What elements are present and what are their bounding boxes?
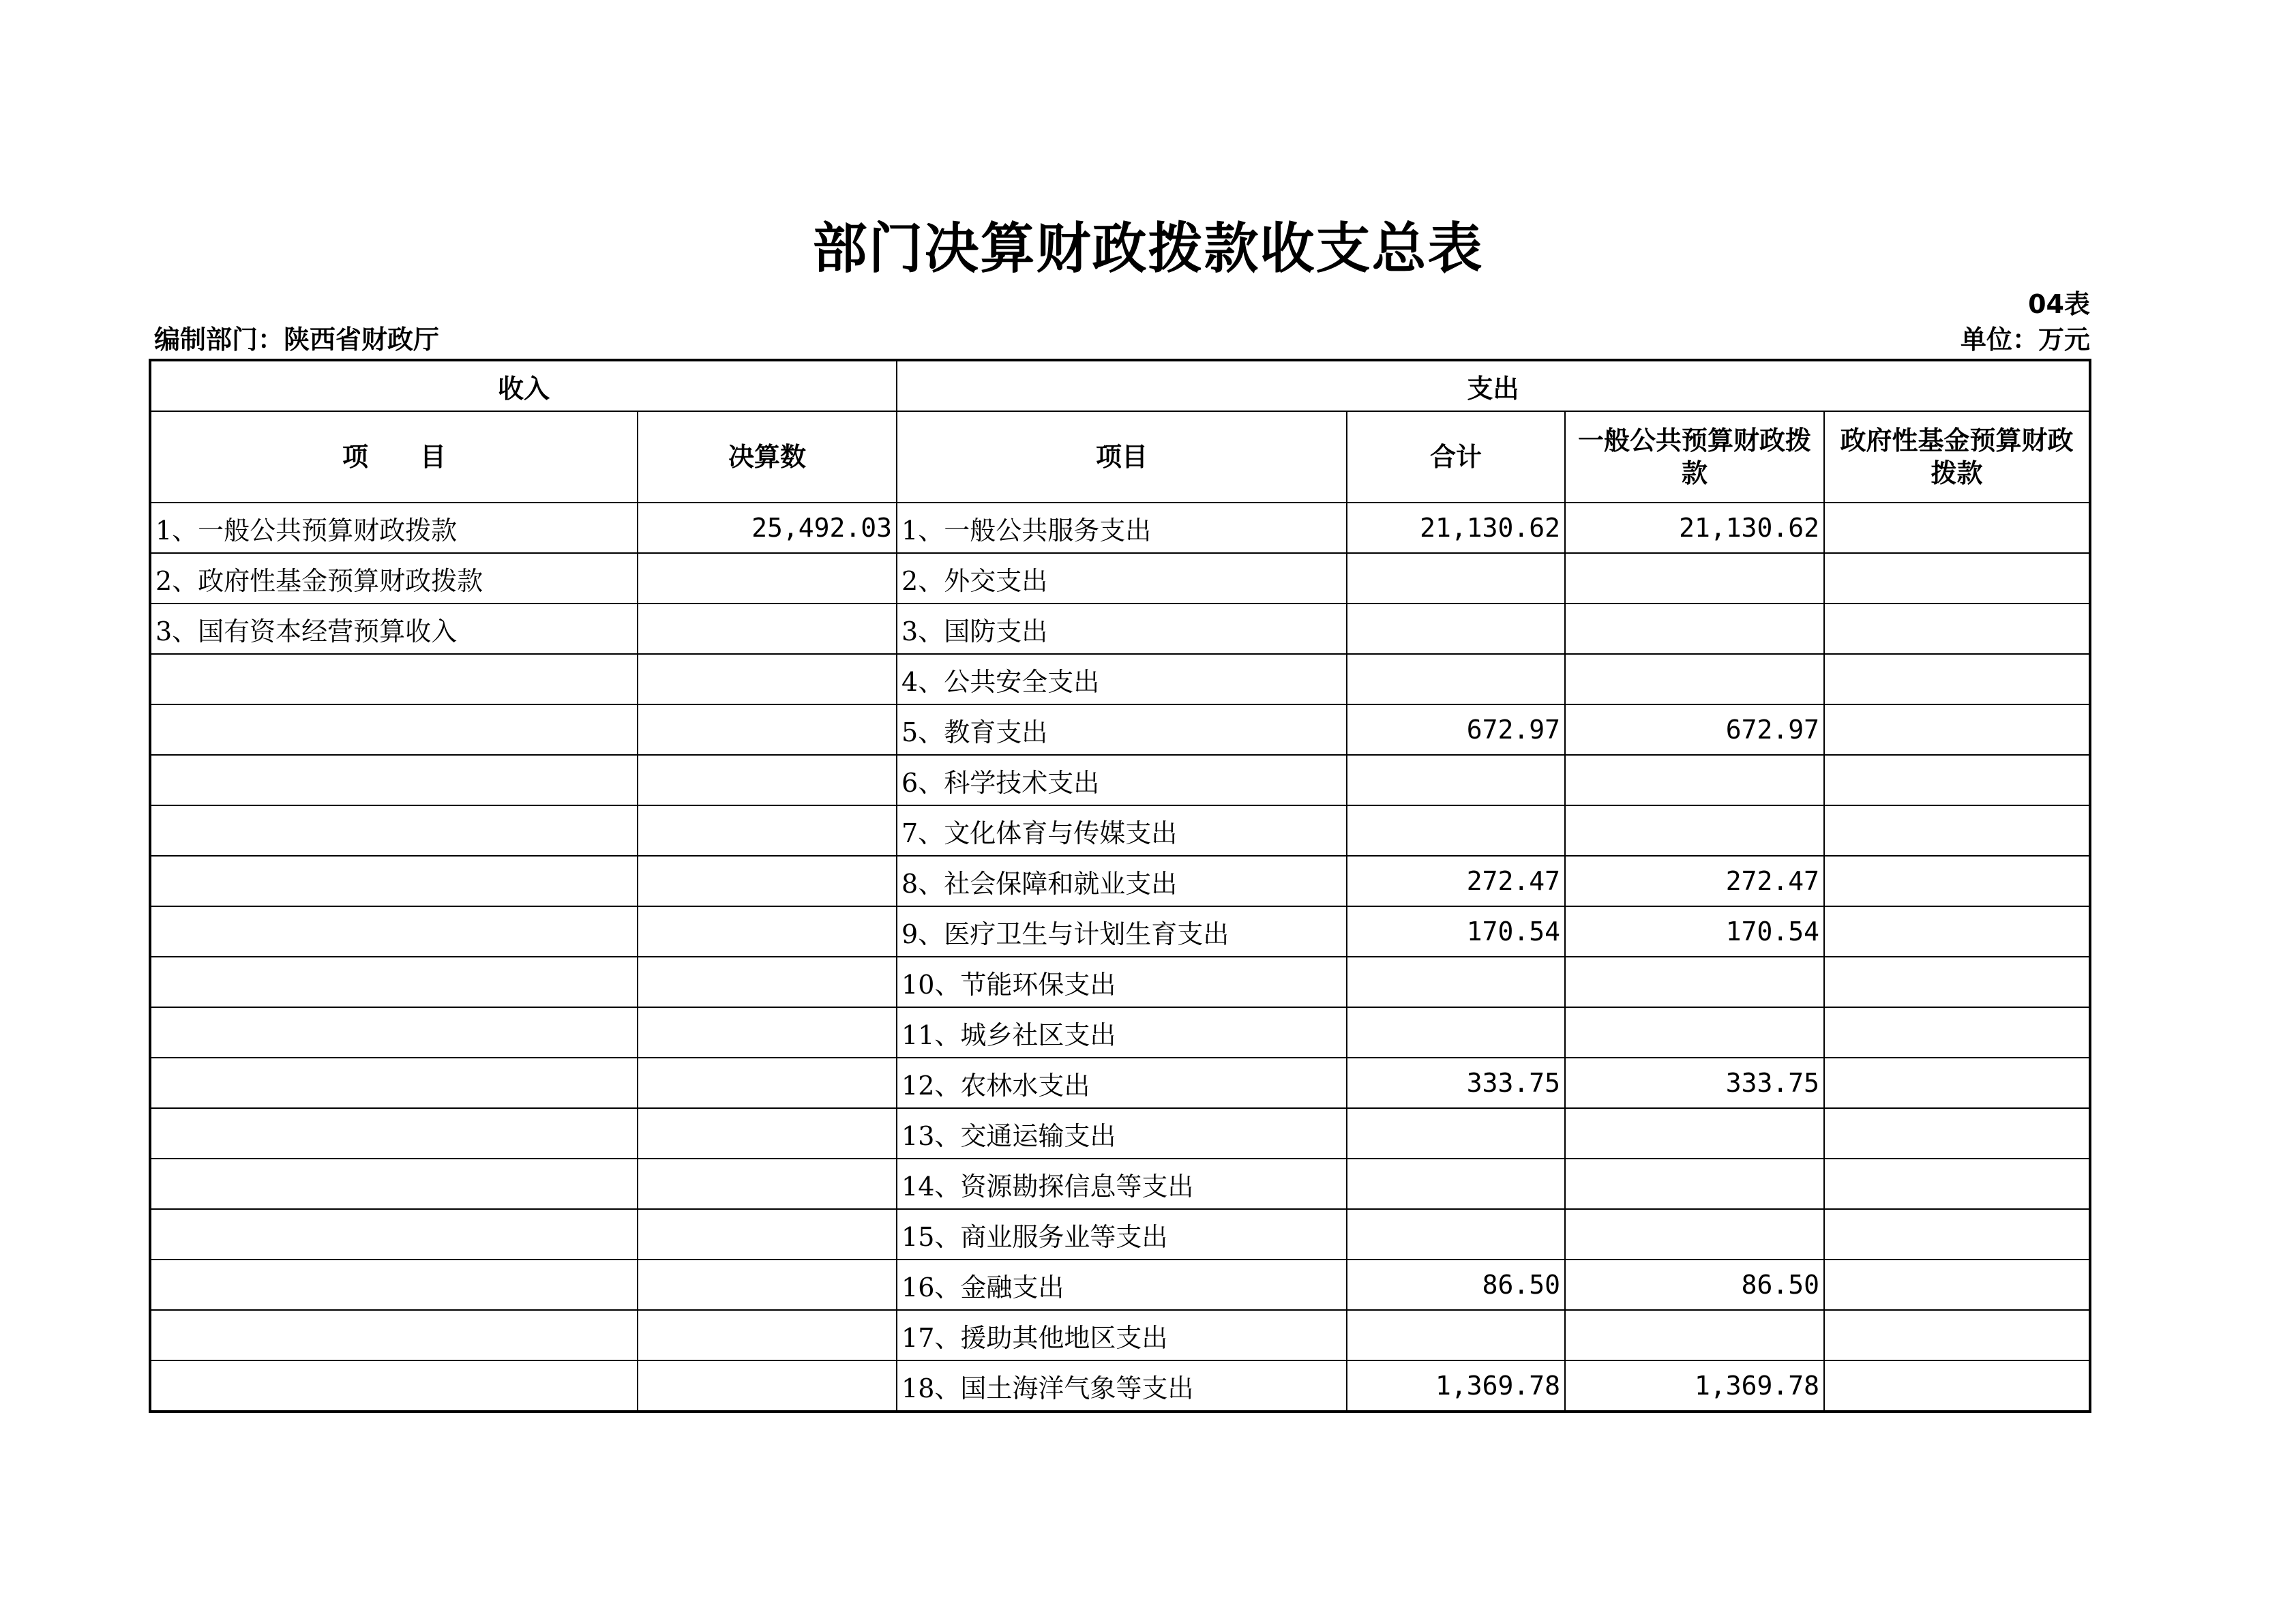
general-budget-cell: 272.47 bbox=[1565, 856, 1824, 906]
income-amount-cell bbox=[638, 1159, 897, 1209]
total-cell: 1,369.78 bbox=[1347, 1360, 1565, 1412]
group-header-row bbox=[150, 360, 2090, 411]
income-amount-cell bbox=[638, 856, 897, 906]
expense-item-cell: 15、商业服务业等支出 bbox=[897, 1209, 1347, 1260]
income-item-cell bbox=[150, 957, 638, 1007]
income-item-cell bbox=[150, 1310, 638, 1360]
expense-item-cell: 5、教育支出 bbox=[897, 704, 1347, 755]
table-row bbox=[150, 704, 2090, 755]
expense-item-cell: 9、医疗卫生与计划生育支出 bbox=[897, 906, 1347, 957]
expense-item-cell: 12、农林水支出 bbox=[897, 1058, 1347, 1108]
expense-item-cell: 16、金融支出 bbox=[897, 1260, 1347, 1310]
income-item-cell: 2、政府性基金预算财政拨款 bbox=[150, 553, 638, 604]
total-cell bbox=[1347, 1209, 1565, 1260]
expense-item-cell: 2、外交支出 bbox=[897, 553, 1347, 604]
table-row bbox=[150, 1260, 2090, 1310]
income-item-header: 项 目 bbox=[150, 411, 638, 503]
fund-budget-cell bbox=[1824, 755, 2090, 805]
income-amount-header: 决算数 bbox=[638, 411, 897, 503]
expense-item-cell: 17、援助其他地区支出 bbox=[897, 1310, 1347, 1360]
expense-item-cell: 8、社会保障和就业支出 bbox=[897, 856, 1347, 906]
fund-budget-cell bbox=[1824, 604, 2090, 654]
fund-budget-cell bbox=[1824, 553, 2090, 604]
table-row bbox=[150, 503, 2090, 553]
expense-item-cell: 7、文化体育与传媒支出 bbox=[897, 805, 1347, 856]
table-row bbox=[150, 553, 2090, 604]
general-budget-cell bbox=[1565, 805, 1824, 856]
fund-budget-cell bbox=[1824, 1209, 2090, 1260]
total-cell: 272.47 bbox=[1347, 856, 1565, 906]
total-cell bbox=[1347, 1159, 1565, 1209]
total-cell bbox=[1347, 957, 1565, 1007]
column-header-row bbox=[150, 411, 2090, 503]
expense-item-cell: 4、公共安全支出 bbox=[897, 654, 1347, 704]
general-budget-cell bbox=[1565, 1007, 1824, 1058]
expense-item-cell: 13、交通运输支出 bbox=[897, 1108, 1347, 1159]
total-cell bbox=[1347, 755, 1565, 805]
income-amount-cell bbox=[638, 1007, 897, 1058]
department-label: 编制部门：陕西省财政厅 bbox=[154, 325, 440, 355]
income-item-cell bbox=[150, 654, 638, 704]
table-row bbox=[150, 1310, 2090, 1360]
fund-budget-cell bbox=[1824, 1007, 2090, 1058]
income-amount-cell bbox=[638, 553, 897, 604]
total-cell: 333.75 bbox=[1347, 1058, 1565, 1108]
income-amount-cell bbox=[638, 704, 897, 755]
page-title: 部门决算财政拨款收支总表 bbox=[812, 217, 1484, 280]
table-row bbox=[150, 805, 2090, 856]
fund-budget-cell bbox=[1824, 654, 2090, 704]
income-item-cell bbox=[150, 1058, 638, 1108]
fund-budget-cell bbox=[1824, 1360, 2090, 1412]
general-budget-cell bbox=[1565, 1209, 1824, 1260]
income-amount-cell bbox=[638, 1310, 897, 1360]
expense-item-cell: 10、节能环保支出 bbox=[897, 957, 1347, 1007]
expense-item-cell: 1、一般公共服务支出 bbox=[897, 503, 1347, 553]
income-amount-cell bbox=[638, 1360, 897, 1412]
general-budget-cell bbox=[1565, 957, 1824, 1007]
fund-budget-cell bbox=[1824, 805, 2090, 856]
income-amount-cell bbox=[638, 654, 897, 704]
table-row bbox=[150, 957, 2090, 1007]
table-row bbox=[150, 1159, 2090, 1209]
expense-item-header: 项目 bbox=[897, 411, 1347, 503]
general-budget-cell bbox=[1565, 553, 1824, 604]
total-cell bbox=[1347, 654, 1565, 704]
form-number: 04表 bbox=[2028, 289, 2090, 319]
total-cell: 86.50 bbox=[1347, 1260, 1565, 1310]
general-budget-cell: 21,130.62 bbox=[1565, 503, 1824, 553]
table-body bbox=[150, 503, 2090, 1412]
income-amount-cell bbox=[638, 906, 897, 957]
total-cell bbox=[1347, 805, 1565, 856]
table-row bbox=[150, 654, 2090, 704]
fund-budget-cell bbox=[1824, 1260, 2090, 1310]
expense-group-header: 支出 bbox=[897, 360, 2090, 411]
income-item-cell bbox=[150, 755, 638, 805]
expense-item-cell: 6、科学技术支出 bbox=[897, 755, 1347, 805]
general-budget-cell bbox=[1565, 604, 1824, 654]
income-item-cell bbox=[150, 906, 638, 957]
table-row bbox=[150, 1108, 2090, 1159]
general-budget-cell bbox=[1565, 1310, 1824, 1360]
total-cell bbox=[1347, 1310, 1565, 1360]
income-amount-cell bbox=[638, 755, 897, 805]
income-amount-cell bbox=[638, 1108, 897, 1159]
total-cell: 170.54 bbox=[1347, 906, 1565, 957]
table-row bbox=[150, 1209, 2090, 1260]
income-amount-cell bbox=[638, 604, 897, 654]
table-row bbox=[150, 1058, 2090, 1108]
general-budget-header: 一般公共预算财政拨款 bbox=[1565, 411, 1824, 503]
income-item-cell bbox=[150, 856, 638, 906]
income-item-cell bbox=[150, 1159, 638, 1209]
general-budget-cell: 170.54 bbox=[1565, 906, 1824, 957]
income-amount-cell: 25,492.03 bbox=[638, 503, 897, 553]
general-budget-cell bbox=[1565, 755, 1824, 805]
total-cell: 672.97 bbox=[1347, 704, 1565, 755]
expense-item-cell: 14、资源勘探信息等支出 bbox=[897, 1159, 1347, 1209]
income-amount-cell bbox=[638, 957, 897, 1007]
income-item-cell bbox=[150, 1007, 638, 1058]
table-row bbox=[150, 856, 2090, 906]
fund-budget-cell bbox=[1824, 906, 2090, 957]
expense-item-cell: 18、国土海洋气象等支出 bbox=[897, 1360, 1347, 1412]
fund-budget-cell bbox=[1824, 957, 2090, 1007]
income-item-cell bbox=[150, 704, 638, 755]
income-amount-cell bbox=[638, 1260, 897, 1310]
total-cell bbox=[1347, 1007, 1565, 1058]
income-amount-cell bbox=[638, 1058, 897, 1108]
general-budget-cell: 1,369.78 bbox=[1565, 1360, 1824, 1412]
income-item-cell bbox=[150, 1260, 638, 1310]
general-budget-cell bbox=[1565, 654, 1824, 704]
general-budget-cell: 86.50 bbox=[1565, 1260, 1824, 1310]
unit-label: 单位：万元 bbox=[1960, 325, 2090, 355]
income-group-header: 收入 bbox=[150, 360, 897, 411]
total-cell bbox=[1347, 604, 1565, 654]
income-item-cell bbox=[150, 1360, 638, 1412]
income-item-cell: 3、国有资本经营预算收入 bbox=[150, 604, 638, 654]
fund-budget-cell bbox=[1824, 1159, 2090, 1209]
total-cell: 21,130.62 bbox=[1347, 503, 1565, 553]
general-budget-cell: 672.97 bbox=[1565, 704, 1824, 755]
general-budget-cell bbox=[1565, 1159, 1824, 1209]
income-amount-cell bbox=[638, 1209, 897, 1260]
expense-item-cell: 11、城乡社区支出 bbox=[897, 1007, 1347, 1058]
fund-budget-header: 政府性基金预算财政拨款 bbox=[1824, 411, 2090, 503]
table-row bbox=[150, 755, 2090, 805]
total-header: 合计 bbox=[1347, 411, 1565, 503]
general-budget-cell bbox=[1565, 1108, 1824, 1159]
total-cell bbox=[1347, 1108, 1565, 1159]
table-row bbox=[150, 604, 2090, 654]
fund-budget-cell bbox=[1824, 503, 2090, 553]
expense-item-cell: 3、国防支出 bbox=[897, 604, 1347, 654]
fund-budget-cell bbox=[1824, 856, 2090, 906]
income-amount-cell bbox=[638, 805, 897, 856]
fund-budget-cell bbox=[1824, 704, 2090, 755]
fund-budget-cell bbox=[1824, 1108, 2090, 1159]
income-item-cell bbox=[150, 805, 638, 856]
total-cell bbox=[1347, 553, 1565, 604]
income-item-cell bbox=[150, 1209, 638, 1260]
income-item-cell bbox=[150, 1108, 638, 1159]
general-budget-cell: 333.75 bbox=[1565, 1058, 1824, 1108]
budget-table bbox=[149, 359, 2091, 1413]
table-row bbox=[150, 1360, 2090, 1412]
table-row bbox=[150, 1007, 2090, 1058]
table-row bbox=[150, 906, 2090, 957]
fund-budget-cell bbox=[1824, 1058, 2090, 1108]
income-item-cell: 1、一般公共预算财政拨款 bbox=[150, 503, 638, 553]
fund-budget-cell bbox=[1824, 1310, 2090, 1360]
